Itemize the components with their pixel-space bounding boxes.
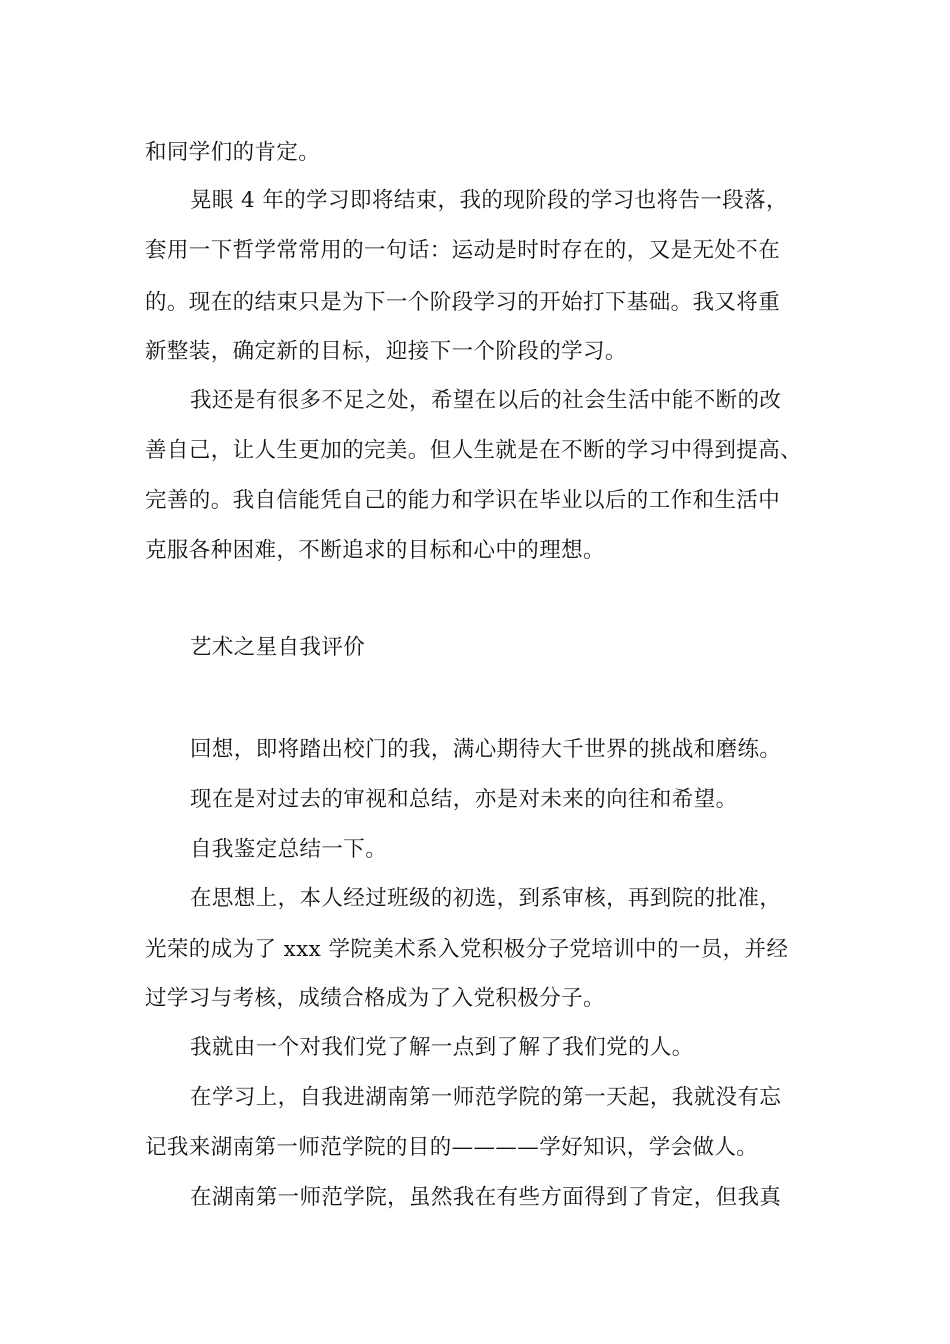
text-line: 套用一下哲学常常用的一句话：运动是时时存在的，又是无处不在 — [145, 238, 781, 263]
text-line: 克服各种困难，不断追求的目标和心中的理想。 — [145, 538, 605, 563]
text-line: 完善的。我自信能凭自己的能力和学识在毕业以后的工作和生活中 — [145, 488, 781, 513]
text-line: 回想，即将踏出校门的我，满心期待大千世界的挑战和磨练。 — [190, 737, 782, 762]
text-line: 我就由一个对我们党了解一点到了解了我们党的人。 — [190, 1035, 694, 1060]
text-line: 在湖南第一师范学院，虽然我在有些方面得到了肯定，但我真 — [190, 1185, 782, 1210]
text-line: 晃眼 4 年的学习即将结束，我的现阶段的学习也将告一段落， — [190, 188, 788, 213]
text-line: 自我鉴定总结一下。 — [190, 837, 388, 862]
text-line: 记我来湖南第一师范学院的目的————学好知识，学会做人。 — [145, 1135, 759, 1160]
text-line: 在学习上，自我进湖南第一师范学院的第一天起，我就没有忘 — [190, 1085, 782, 1110]
text-line: 过学习与考核，成绩合格成为了入党积极分子。 — [145, 986, 605, 1011]
text-line: 新整装，确定新的目标，迎接下一个阶段的学习。 — [145, 339, 627, 364]
section-heading: 艺术之星自我评价 — [190, 635, 366, 660]
text-line: 光荣的成为了 xxx 学院美术系入党积极分子党培训中的一员，并经 — [145, 937, 789, 962]
text-line: 我还是有很多不足之处，希望在以后的社会生活中能不断的改 — [190, 388, 782, 413]
text-line: 在思想上，本人经过班级的初选，到系审核，再到院的批准， — [190, 886, 782, 911]
text-line: 的。现在的结束只是为下一个阶段学习的开始打下基础。我又将重 — [145, 290, 781, 315]
text-line: 现在是对过去的审视和总结，亦是对未来的向往和希望。 — [190, 787, 738, 812]
text-line: 和同学们的肯定。 — [145, 140, 321, 165]
text-line: 善自己，让人生更加的完美。但人生就是在不断的学习中得到提高、 — [145, 438, 803, 463]
